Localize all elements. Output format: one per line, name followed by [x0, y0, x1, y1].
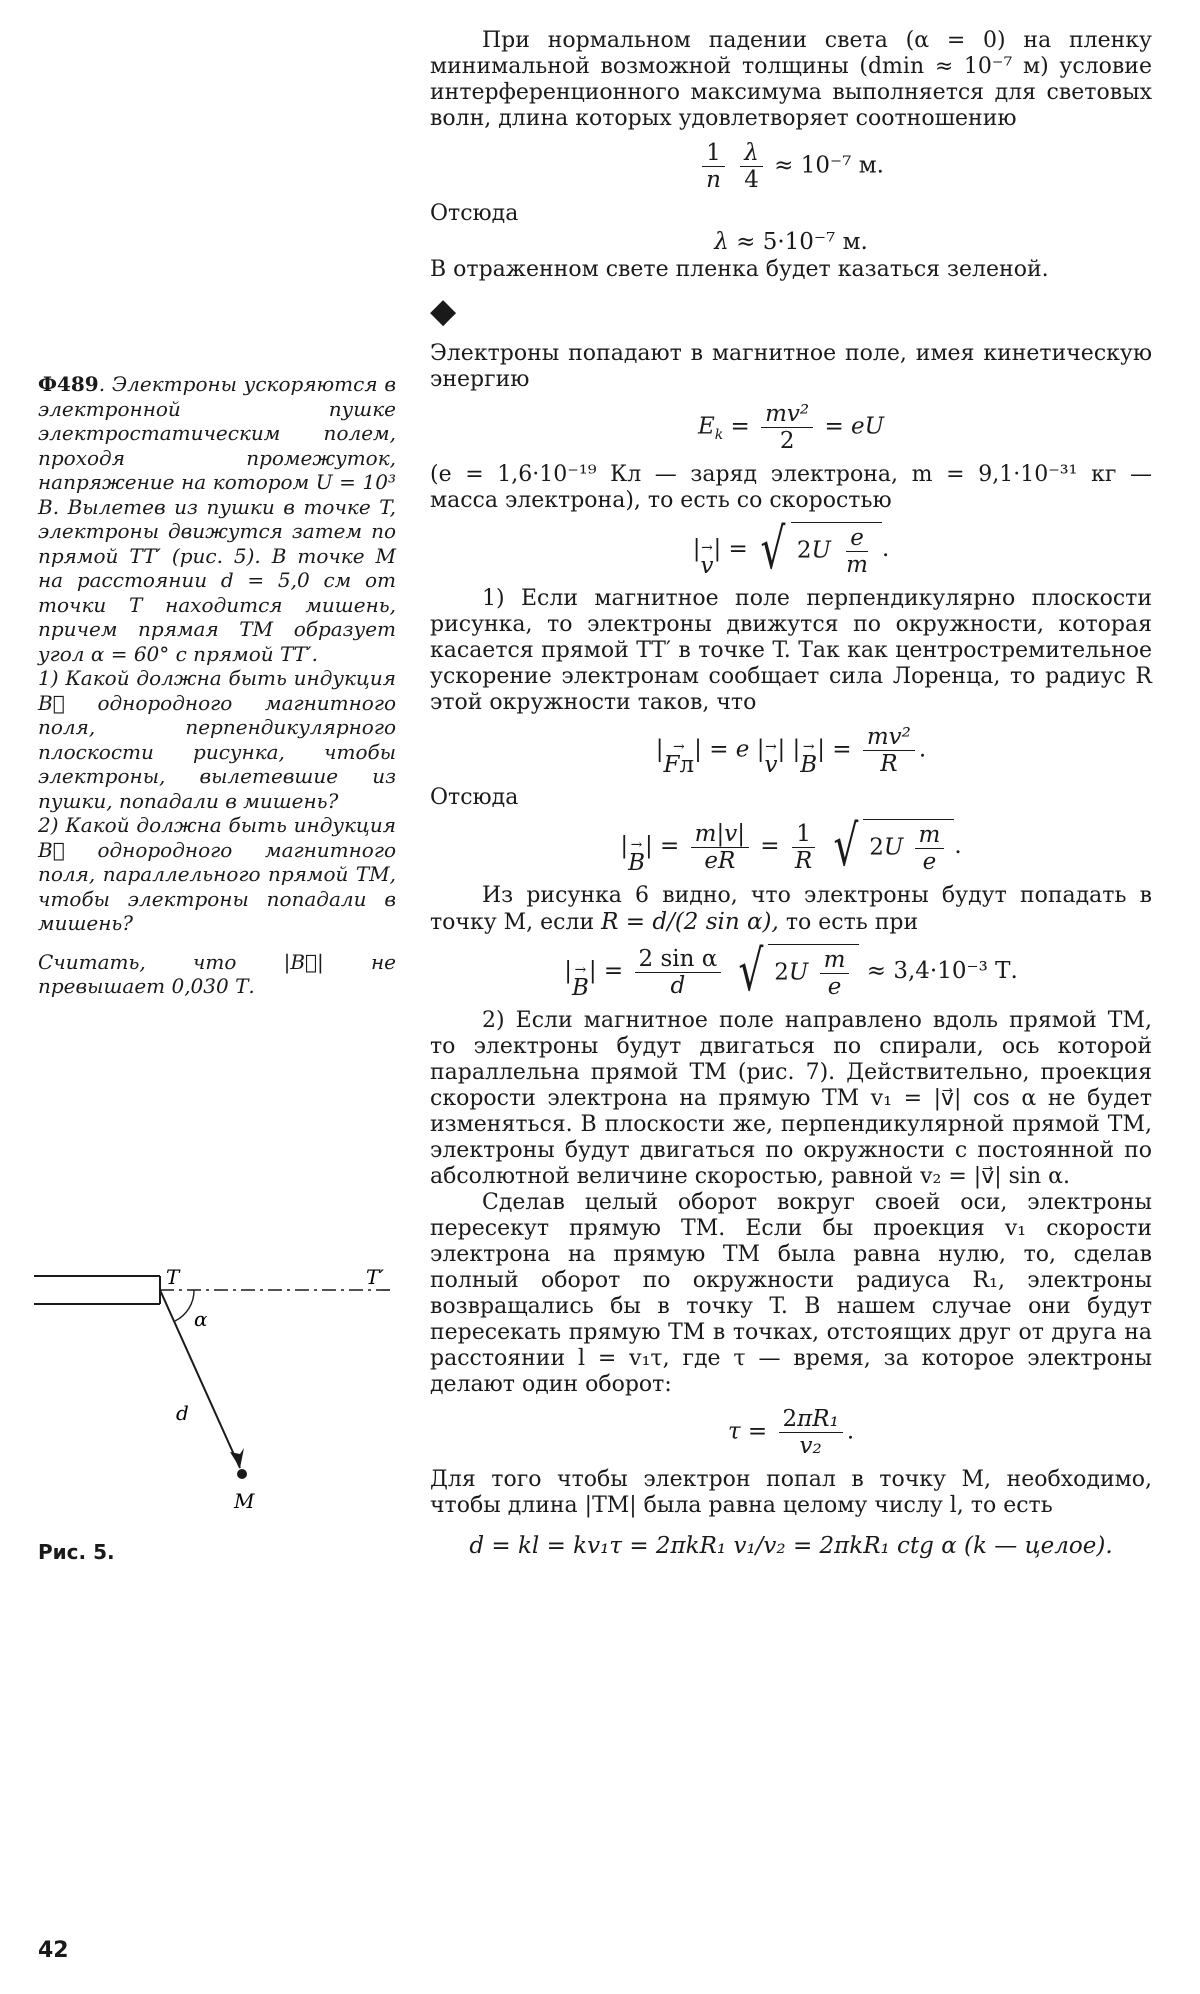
solution-p7: Для того чтобы электрон попал в точку M, необходимо, чтобы длина |TM| была равна целому числу l, то есть [430, 1467, 1152, 1518]
solution-p3: 1) Если магнитное поле перпендикулярно плоскости рисунка, то электроны движутся по окружности, которая касается прямой TT′ в точке T. Так как центростремительное ускорение электронам сообщает сила Лоренца, то радиус R этой окружности таков, что [430, 586, 1152, 715]
main-column [430, 28, 1152, 1567]
separator-diamond: ◆ [430, 291, 457, 331]
solution-p1: Электроны попадают в магнитное поле, имея кинетическую энергию [430, 341, 1152, 392]
equation-B1: | → B | = $\frac{m|v|}{eR}$ = $\frac{1}{R}$ √ 2U $\frac{m}{e}$ . [620, 814, 962, 879]
solution-p2: (e = 1,6·10⁻¹⁹ Кл — заряд электрона, m = 9,1·10⁻³¹ кг — масса электрона), то есть со скоростью [430, 462, 1152, 513]
equation-tau: τ = $\frac{\text{2πR₁}}{\text{v₂}}$ . [727, 1406, 855, 1459]
label-T: T [166, 1268, 180, 1289]
otsyuda-label-1: Отсюда [430, 201, 519, 226]
equation-final: d = kl = kv₁τ = 2πkR₁ v₁/v₂ = 2πkR₁ ctg α (k — целое). [469, 1533, 1113, 1559]
equation-lorentz: | → Fл | = e | → v | | → B | = $\frac{\text{mv²}}{R}$ . [655, 724, 927, 778]
question-2: 2) Какой должна быть индукция B⃗ однородного магнитного поля, параллельного прямой TM, чтобы электроны попадали в мишень? [38, 813, 396, 935]
otsyuda-label-2: Отсюда [430, 785, 519, 810]
label-T-prime: T′ [366, 1268, 384, 1289]
page-number: 42 [38, 1938, 69, 1963]
equation-energy: $E_k$ = $\frac{\text{mv²}}{2}$ = eU [697, 401, 885, 454]
conclusion-text: В отраженном свете пленка будет казаться зеленой. [430, 257, 1049, 282]
label-M: M [234, 1489, 255, 1513]
label-alpha: α [194, 1307, 208, 1331]
equation-2: λ ≈ 5·10⁻⁷ м. [714, 229, 868, 255]
equation-B2: | → B | = $\frac{\text{2 sin α}}{d}$ √ 2U $\frac{m}{e}$ ≈ 3,4·10⁻³ Т. [564, 939, 1018, 1004]
angle-arc [175, 1290, 194, 1321]
solution-p4: Из рисунка 6 видно, что электроны будут попадать в точку M, если R = d/(2 sin α), то есть при [430, 883, 1152, 935]
figure-5 [34, 1268, 414, 1538]
figure-caption: Рис. 5. [38, 1540, 115, 1564]
question-1: 1) Какой должна быть индукция B⃗ однородного магнитного поля, перпендикулярного плоскости рисунка, чтобы электроны, вылетевшие из пушки, попадали в мишень? [38, 666, 396, 813]
problem-column [38, 372, 396, 999]
label-d: d [176, 1401, 189, 1425]
problem-note: Считать, что |B⃗| не превышает 0,030 Т. [38, 949, 396, 998]
equation-velocity: | → v | = √ 2U $\frac{e}{m}$ . [692, 517, 890, 582]
equation-1: $\frac{1}{n}$ $\frac{\lambda}{4}$ ≈ 10⁻⁷ м. [430, 140, 1152, 193]
problem-statement: Ф489. Электроны ускоряются в электронной пушке электростатическим полем, проходя промежуток, напряжение на котором U = 10³ В. Вылетев из пушки в точке T, электроны движутся затем по прямой TT′ (рис. 5). В точке M на расстоянии d = 5,0 см от точки T находится мишень, причем прямая TM образует угол α = 60° с прямой TT′. [38, 372, 396, 666]
radius-condition: R = d/(2 sin α), [601, 909, 779, 935]
target-point-M [237, 1469, 247, 1479]
solution-p6: Сделав целый оборот вокруг своей оси, электроны пересекут прямую TM. Если бы проекция v₁ скорости электрона на прямую TM была равна нулю, то, сделав полный оборот по окружности радиуса R₁, электроны возвращались бы в точку T. В нашем случае они будут пересекать прямую TM в точках, отстоящих друг от друга на расстоянии l = v₁τ, где τ — время, за которое электроны делают один оборот: [430, 1190, 1152, 1397]
top-paragraph: При нормальном падении света (α = 0) на пленку минимальной возможной толщины (dmin ≈ 10⁻⁷ м) условие интерференционного максимума выполняется для световых волн, длина которых удовлетворяет соотношению [430, 28, 1152, 131]
solution-p5: 2) Если магнитное поле направлено вдоль прямой TM, то электроны будут двигаться по спирали, ось которой параллельна прямой TM (рис. 7). Действительно, проекция скорости электрона на прямую TM v₁ = |v⃗| cos α не будет изменяться. В плоскости же, перпендикулярной прямой TM, электроны будут двигаться по окружности с постоянной по абсолютной величине скоростью, равной v₂ = |v⃗| sin α. [430, 1008, 1152, 1189]
problem-number: Ф489 [38, 372, 99, 396]
